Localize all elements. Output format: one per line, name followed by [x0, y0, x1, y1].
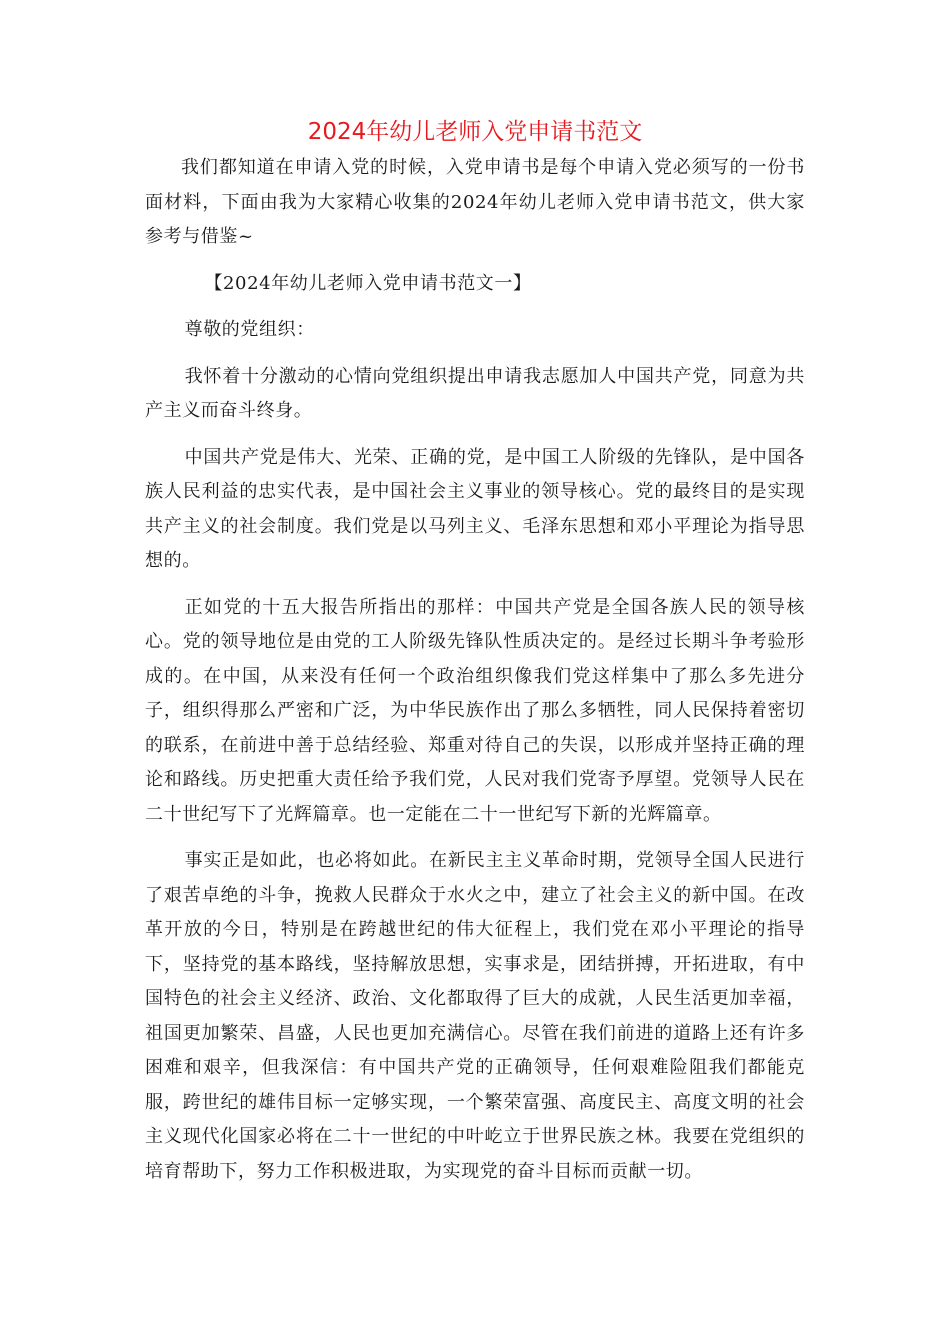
section-heading: 【2024年幼儿老师入党申请书范文一】 [204, 272, 532, 294]
body-paragraph: 事实正是如此，也必将如此。在新民主主义革命时期，党领导全国人民进行了艰苦卓绝的斗争，挽救人民群众于水火之中，建立了社会主义的新中国。在改革开放的今日，特别是在跨越世纪的伟大征程上，我们党在邓小平理论的指导下，坚持党的基本路线，坚持解放思想，实事求是，团结拼搏，开拓进取，有中国特色的社会主义经济、政治、文化都取得了巨大的成就，人民生活更加幸福，祖国更加繁荣、昌盛，人民也更加充满信心。尽管在我们前进的道路上还有许多困难和艰辛，但我深信：有中国共产党的正确领导，任何艰难险阻我们都能克服，跨世纪的雄伟目标一定够实现，一个繁荣富强、高度民主、高度文明的社会主义现代化国家必将在二十一世纪的中叶屹立于世界民族之林。我要在党组织的培育帮助下，努力工作积极进取，为实现党的奋斗目标而贡献一切。 [145, 850, 805, 1182]
intro-paragraph: 我们都知道在申请入党的时候，入党申请书是每个申请入党必须写的一份书面材料，下面由我为大家精心收集的2024年幼儿老师入党申请书范文，供大家参考与借鉴~ [145, 157, 805, 247]
body-paragraph: 我怀着十分激动的心情向党组织提出申请我志愿加人中国共产党，同意为共产主义而奋斗终身。 [145, 365, 805, 421]
document-body [145, 151, 805, 1189]
document-title: 2024年幼儿老师入党申请书范文 [307, 119, 643, 145]
body-paragraph: 中国共产党是伟大、光荣、正确的党，是中国工人阶级的先锋队，是中国各族人民利益的忠实代表，是中国社会主义事业的领导核心。党的最终目的是实现共产主义的社会制度。我们党是以马列主义、毛泽东思想和邓小平理论为指导思想的。 [145, 446, 805, 571]
salutation: 尊敬的党组织： [184, 319, 315, 340]
body-paragraph: 正如党的十五大报告所指出的那样：中国共产党是全国各族人民的领导核心。党的领导地位是由党的工人阶级先锋队性质决定的。是经过长期斗争考验形成的。在中国，从来没有任何一个政治组织像我们党这样集中了那么多先进分子，组织得那么严密和广泛，为中华民族作出了那么多牺牲，同人民保持着密切的联系，在前进中善于总结经验、郑重对待自己的失误，以形成并坚持正确的理论和路线。历史把重大责任给予我们党，人民对我们党寄予厚望。党领导人民在二十世纪写下了光辉篇章。也一定能在二十一世纪写下新的光辉篇章。 [145, 596, 805, 825]
